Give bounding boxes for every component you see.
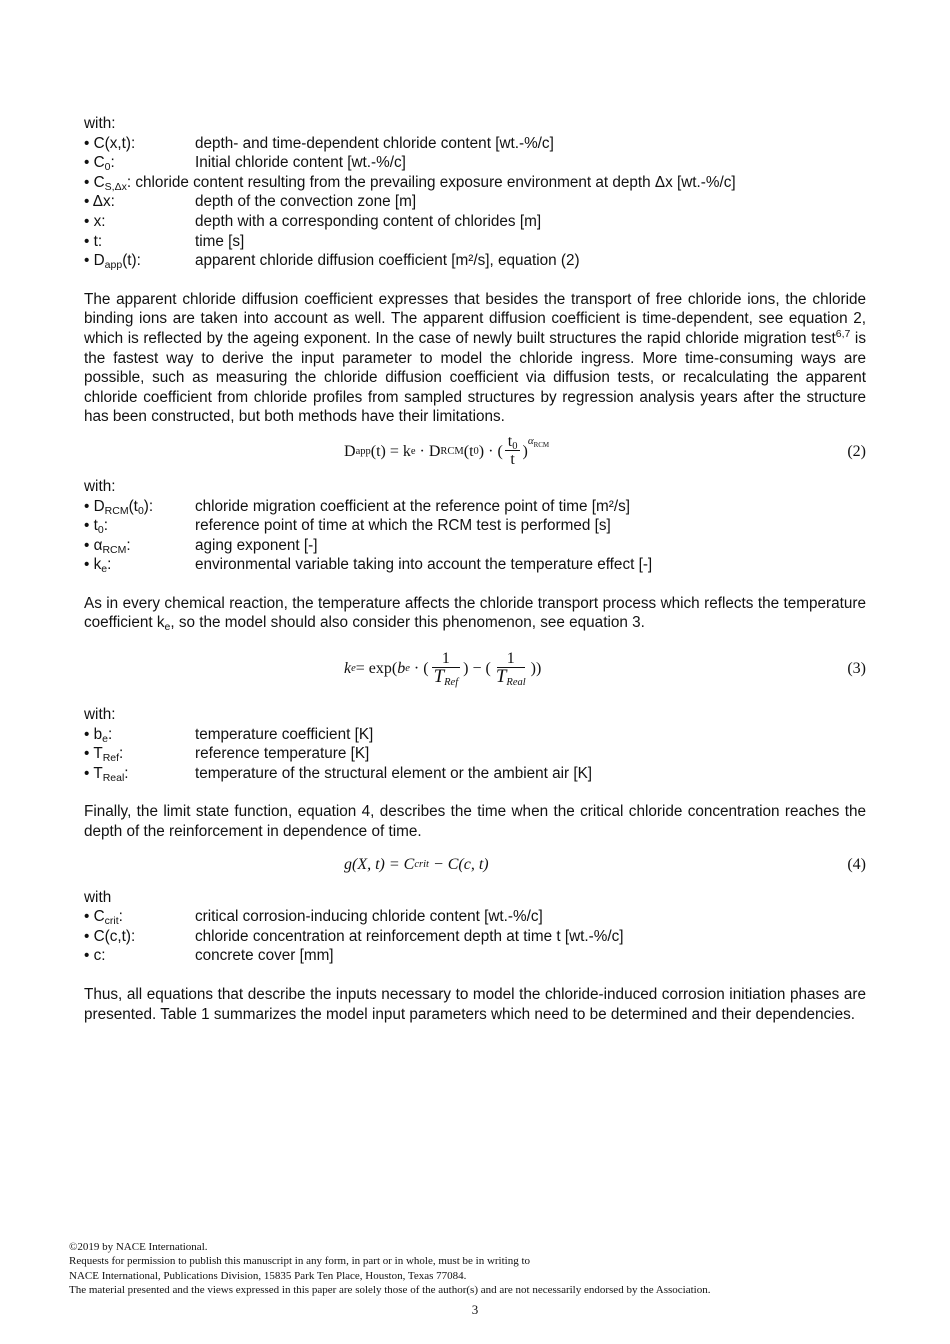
equation-4: g(X, t) = C crit − C(c, t) (4) [344,855,866,873]
description: reference point of time at which the RCM test is performed [s] [195,517,611,535]
fraction: $\frac{1}{T_{Real}}$ [495,650,526,689]
list-item [84,907,866,927]
list-item [84,744,866,764]
list-item [84,212,866,232]
list-item [84,946,866,966]
paragraph: The apparent chloride diffusion coefficient expresses that besides the transport of free chloride ions, the chloride binding ions are taken into account as well. The apparent diffusion coefficient is time-dependent, see equation 2, which is reflected by the ageing exponent. In the case of newly built structures the rapid chloride migration test$^{6,7}$ is the fastest way to derive the input parameter to model the chloride ingress. More time-consuming ways are possible, such as measuring the chloride diffusion coefficient via diffusion tests, or recalculating the apparent chloride coefficient from chloride profiles from sampled structures by regression analysis years after the structure has been constructed, but both methods have their limitations. [84,290,866,426]
symbol: • c: [84,947,106,965]
paragraph: Finally, the limit state function, equation 4, describes the time when the critical chloride concentration reaches the depth of the reinforcement in dependence of time. [84,803,866,841]
symbol: • $\alpha_{RCM}$: [84,536,131,556]
symbol: • $D_{app}(t)$: [84,252,141,272]
fraction: $\frac{t_0}{t}$ [505,434,521,469]
description: aging exponent [-] [195,536,318,554]
paragraph: Thus, all equations that describe the inputs necessary to model the chloride-induced corrosion initiation phases are presented. Table 1 summarizes the model input parameters which need to be determined and their dependencies. [84,986,866,1023]
list-item [84,555,866,575]
list-item [84,153,866,173]
list-item [84,134,866,154]
symbol: • Δx: [84,193,115,211]
list-intro: with: [84,115,116,132]
equation-number: (4) [847,855,866,873]
description: depth of the convection zone [m] [195,193,417,211]
symbol: • $t_0$: [84,517,108,537]
equation-number: (2) [847,443,866,461]
description: temperature coefficient [K] [195,725,374,743]
equation-number: (3) [847,660,866,678]
paragraph: As in every chemical reaction, the temperature affects the chloride transport process which reflects the temperature coefficient $k_e$, so the model should also consider this phenomenon, see equation 3. [84,594,866,634]
fraction: $\frac{1}{T_{Ref}}$ [433,650,459,689]
symbol: • $k_e$: [84,556,112,576]
description: time [s] [195,232,245,250]
list-intro: with: [84,477,116,495]
description: environmental variable taking into account the temperature effect [-] [195,556,653,574]
symbol: • x: [84,212,106,230]
copyright: ©2019 by NACE International. [69,1241,208,1253]
symbol: • $T_{Real}$: [84,764,129,784]
symbol: • C(x,t): [84,134,136,152]
description: depth- and time-dependent chloride content [wt.-%/c] [195,134,554,152]
list-intro: with [84,888,112,906]
description: apparent chloride diffusion coefficient [m²/s], equation (2) [195,252,580,270]
symbol: • $T_{Ref}$: [84,745,124,765]
list-item [84,232,866,252]
list-item [84,497,866,517]
footer-line: The material presented and the views expressed in this paper are solely those of the author(s) and are not necessarily endorsed by the Association. [69,1284,711,1297]
footer-line: Requests for permission to publish this manuscript in any form, in part or in whole, must be in writing to [69,1255,531,1268]
description: reference temperature [K] [195,745,370,763]
symbol: • $D_{RCM}(t_0)$: [84,497,154,517]
list-item: • $C_{S,\Delta x}$: chloride content resulting from the prevailing exposure environment at depth Δx [wt.-%/c] [84,173,736,193]
list-item [84,251,866,271]
symbol: • $C_0$: [84,154,115,174]
symbol: • $b_e$: [84,725,113,745]
description: temperature of the structural element or the ambient air [K] [195,764,593,782]
equation-3: k e = exp( b e · ( $\frac{1}{T_{Ref}}$ ) − ( $\frac{1}{T_{Real}}$ )) (3) [344,650,866,689]
symbol: • t: [84,232,103,250]
list-intro: with: [84,706,116,724]
footer-line: NACE International, Publications Division, 15835 Park Ten Place, Houston, Texas 77084. [69,1269,467,1282]
list-item [84,927,866,947]
list-item [84,725,866,745]
description: depth with a corresponding content of chlorides [m] [195,212,542,230]
symbol: • C(c,t): [84,927,136,945]
equation-2: D app (t) = k e · D RCM (t 0 ) · ( $\frac{t_0}{t}$ ) $\alpha_{RCM}$ (2) [344,433,866,469]
description: critical corrosion-inducing chloride content [wt.-%/c] [195,908,543,926]
list-item [84,192,866,212]
list-item [84,536,866,556]
list-item [84,516,866,536]
page-number: 3 [471,1302,479,1317]
footer [69,1240,889,1298]
description: Initial chloride content [wt.-%/c] [195,154,406,172]
description: chloride migration coefficient at the reference point of time [m²/s] [195,497,631,515]
list-item [84,764,866,784]
symbol: • $C_{crit}$: [84,908,123,928]
description: concrete cover [mm] [195,947,334,965]
page-content [84,114,866,1024]
description: chloride concentration at reinforcement depth at time t [wt.-%/c] [195,927,624,945]
